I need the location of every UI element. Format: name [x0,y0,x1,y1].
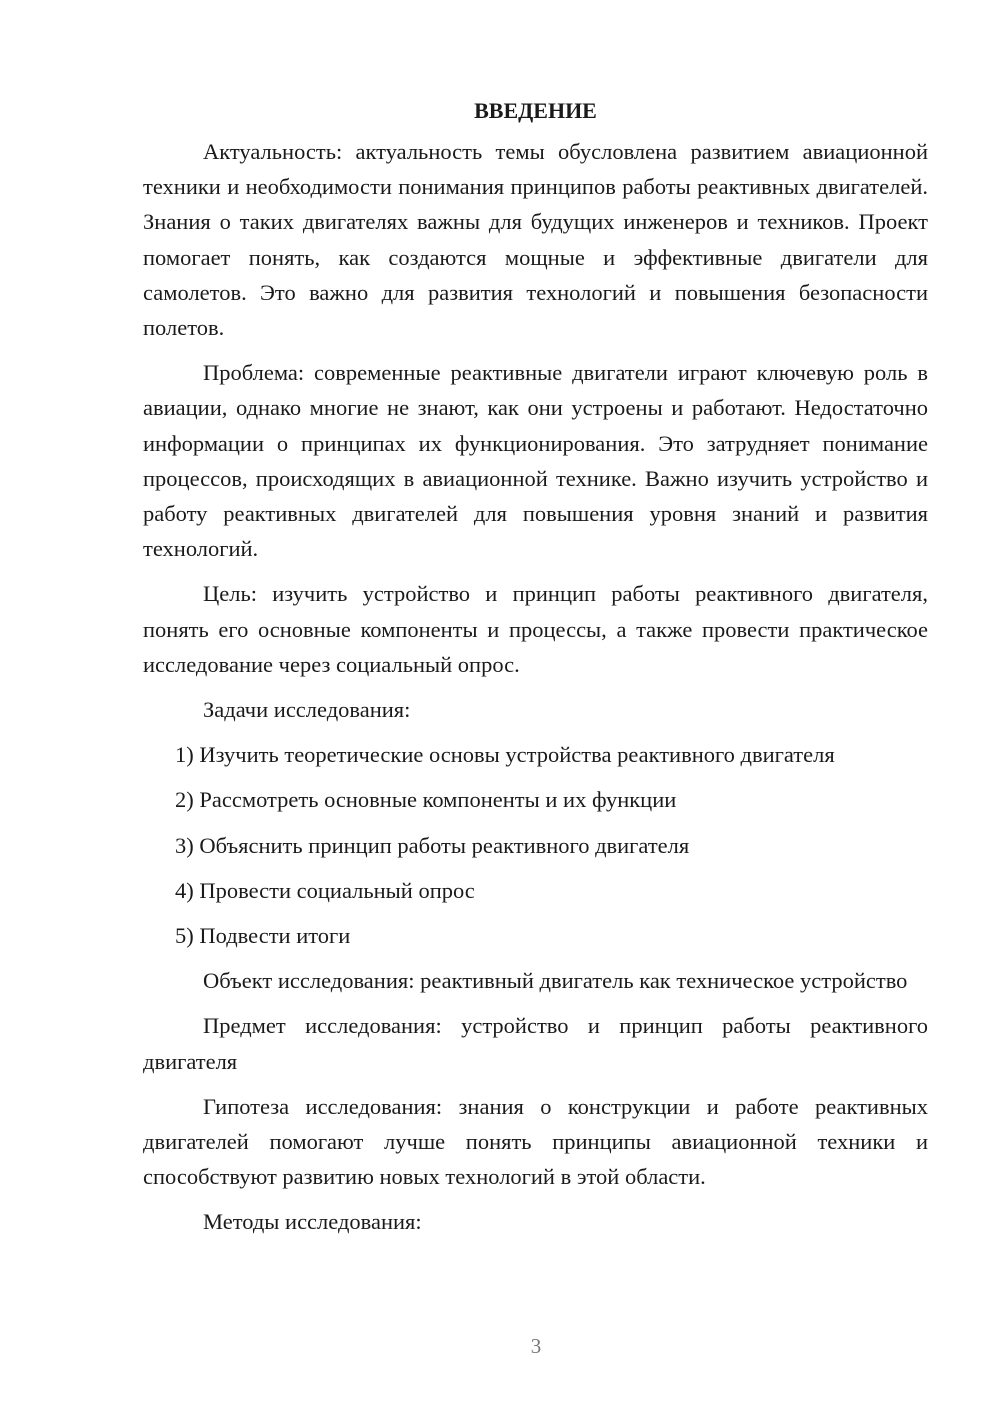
object-paragraph: Объект исследования: реактивный двигатель как техническое устройство [203,968,908,994]
goal-paragraph: Цель: изучить устройство и принцип работы реактивного двигателя, понять его основные компоненты и процессы, а также провести практическое исследование через социальный опрос. [143,581,928,677]
task-item: 4) Провести социальный опрос [175,877,475,903]
problem-paragraph: Проблема: современные реактивные двигатели играют ключевую роль в авиации, однако многие не знают, как они устроены и работают. Недостаточно информации о принципах их функционирования. Это затрудняет понимание процессов, происходящих в авиационной технике. Важно изучить устройство и работу реактивных двигателей для повышения уровня знаний и развития технологий. [143,360,928,562]
page-content [143,96,928,1250]
task-item: 5) Подвести итоги [175,923,351,949]
relevance-paragraph: Актуальность: актуальность темы обусловлена развитием авиационной техники и необходимости понимания принципов работы реактивных двигателей. Знания о таких двигателях важны для будущих инженеров и техников. Проект помогает понять, как создаются мощные и эффективные двигатели для самолетов. Это важно для развития технологий и повышения безопасности полетов. [143,139,928,341]
subject-paragraph: Предмет исследования: устройство и принцип работы реактивного двигателя [143,1013,928,1074]
task-item: 3) Объяснить принцип работы реактивного двигателя [175,832,690,858]
hypothesis-paragraph: Гипотеза исследования: знания о конструкции и работе реактивных двигателей помогают лучше понять принципы авиационной техники и способствуют развитию новых технологий в этой области. [143,1093,928,1190]
page-number: 3 [530,1334,542,1358]
tasks-list [143,737,928,953]
tasks-label: Задачи исследования: [203,697,411,723]
task-item: 1) Изучить теоретические основы устройства реактивного двигателя [175,742,835,768]
task-item: 2) Рассмотреть основные компоненты и их функции [175,787,677,813]
section-title: ВВЕДЕНИЕ [474,98,597,123]
methods-label: Методы исследования: [203,1209,422,1235]
